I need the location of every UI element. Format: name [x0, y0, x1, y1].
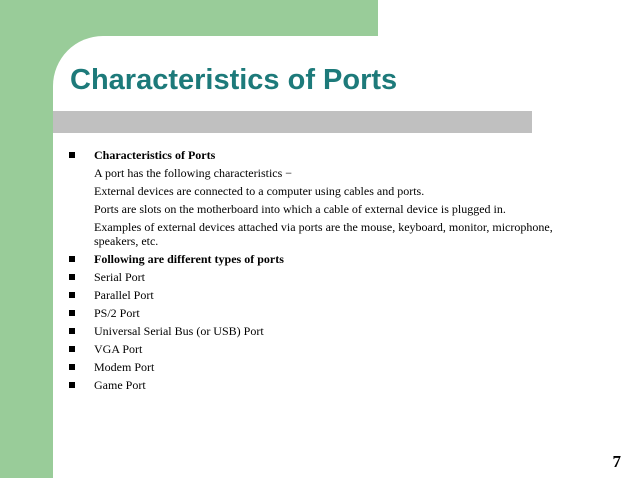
- square-bullet-icon: [69, 152, 75, 158]
- bullet-item-port: [58, 378, 580, 392]
- title-underline-bar: [53, 111, 532, 133]
- square-bullet-icon: [69, 382, 75, 388]
- square-bullet-icon: [69, 310, 75, 316]
- line-text: Examples of external devices attached via ports are the mouse, keyboard, monitor, microphone, speakers, etc.: [94, 220, 553, 248]
- text-line: [58, 184, 580, 198]
- text-line: [58, 202, 580, 216]
- port-name: Parallel Port: [94, 288, 154, 302]
- square-bullet-icon: [69, 256, 75, 262]
- bullet-item-port: [58, 306, 580, 320]
- slide-title: Characteristics of Ports: [70, 64, 398, 96]
- port-name: Modem Port: [94, 360, 155, 374]
- square-bullet-icon: [69, 292, 75, 298]
- port-name: Game Port: [94, 378, 146, 392]
- line-text: A port has the following characteristics −: [94, 166, 293, 180]
- page-number: 7: [612, 452, 621, 471]
- bullet-item-port: [58, 288, 580, 302]
- text-line: [58, 166, 580, 180]
- line-text: Ports are slots on the motherboard into which a cable of external device is plugged in.: [94, 202, 506, 216]
- bullet-item-port: [58, 324, 580, 338]
- square-bullet-icon: [69, 328, 75, 334]
- square-bullet-icon: [69, 274, 75, 280]
- line-text: External devices are connected to a computer using cables and ports.: [94, 184, 425, 198]
- bullet-item-port: [58, 270, 580, 284]
- port-name: Universal Serial Bus (or USB) Port: [94, 324, 264, 338]
- port-name: Serial Port: [94, 270, 145, 284]
- square-bullet-icon: [69, 346, 75, 352]
- port-name: VGA Port: [94, 342, 143, 356]
- bullet-item-port-types: [58, 252, 580, 266]
- bullet-heading: Following are different types of ports: [94, 252, 284, 266]
- bullet-item-characteristics: [58, 148, 580, 162]
- bullet-heading: Characteristics of Ports: [94, 148, 216, 162]
- square-bullet-icon: [69, 364, 75, 370]
- green-frame-top: [0, 0, 378, 36]
- slide-content: [58, 148, 580, 396]
- port-name: PS/2 Port: [94, 306, 140, 320]
- bullet-item-port: [58, 342, 580, 356]
- green-frame-left: [0, 0, 53, 478]
- bullet-item-port: [58, 360, 580, 374]
- text-line: [58, 220, 580, 248]
